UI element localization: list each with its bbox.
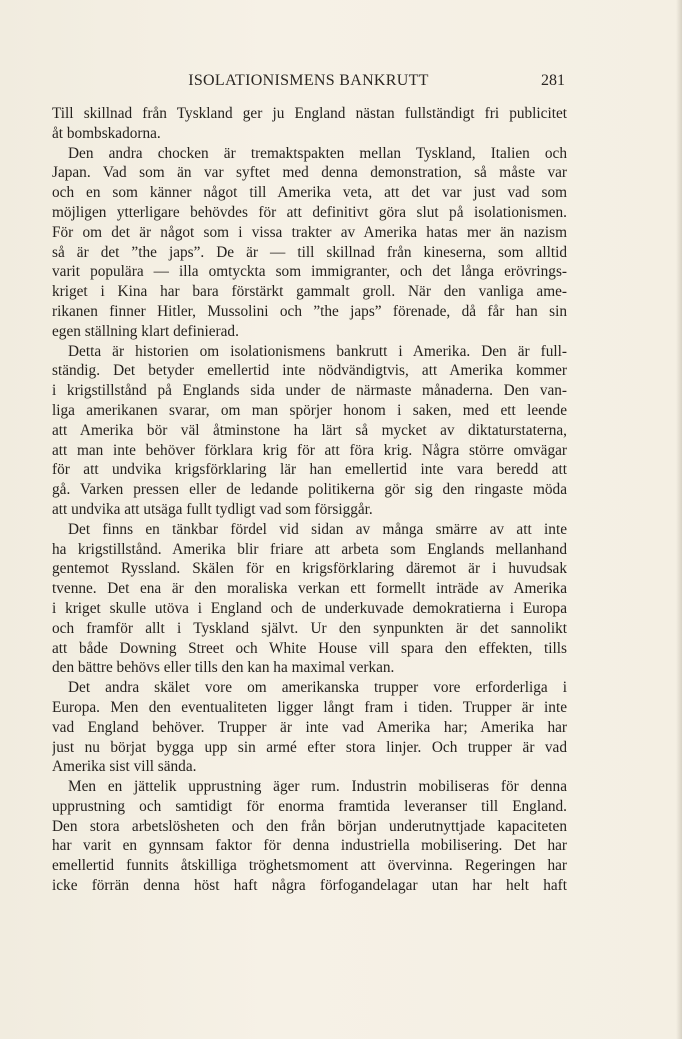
text-line: att undvika att utsäga fullt tydligt vad som försiggår. [52, 500, 373, 518]
running-title: ISOLATIONISMENS BANKRUTT [188, 72, 429, 89]
text-line: just nu börjat bygga upp sin armé efter stora linjer. Och trupper är vad [52, 738, 567, 756]
text-line: att både Downing Street och White House vill spara den effekten, tills [52, 639, 567, 657]
page-header [52, 72, 565, 94]
text-line: i kriget skulle utöva i England och de underkuvade demokratierna i Europa [52, 599, 567, 617]
text-line: i krigstillstånd på Englands sida under de närmaste månaderna. Den van- [52, 382, 567, 400]
text-line: vad England behöver. Trupper är inte vad Amerika har; Amerika har [52, 718, 567, 736]
text-line: varit populära — illa omtyckta som immigranter, och det långa erövrings- [52, 263, 567, 281]
text-line: för att undvika krigsförklaring lär han emellertid inte vara beredd att [52, 461, 567, 479]
paragraph [52, 678, 567, 777]
page-number: 281 [541, 72, 565, 89]
text-line: har varit en gynnsam faktor för denna industriella mobilisering. Det har [52, 837, 567, 855]
text-line: rikanen finner Hitler, Mussolini och ”the japs” förenade, då får han sin [52, 302, 567, 320]
paragraph [52, 342, 567, 520]
text-line: För om det är något som i vissa trakter av Amerika hatas mer än nazism [52, 223, 567, 241]
text-line: egen ställning klart definierad. [52, 322, 239, 340]
text-line: möjligen ytterligare behövdes för att definitivt göra slut på isolationismen. [52, 203, 567, 221]
text-line: och framför allt i Tyskland självt. Ur den synpunkten är det sannolikt [52, 619, 567, 637]
text-line: Till skillnad från Tyskland ger ju England nästan fullständigt fri publicitet [52, 105, 567, 122]
text-line: kriget i Kina har bara förstärkt gammalt groll. När den vanliga ame- [52, 283, 567, 301]
text-line: gå. Varken pressen eller de ledande politikerna gör sig den ringaste möda [52, 481, 567, 499]
paragraph [52, 777, 567, 896]
text-line: Det finns en tänkbar fördel vid sidan av många smärre av att inte [68, 520, 567, 538]
text-line: Den stora arbetslösheten och den från början underutnyttjade kapaciteten [52, 817, 567, 835]
text-line: så är det ”the japs”. De är — till skillnad från kineserna, som alltid [52, 243, 567, 261]
text-line: Men en jättelik upprustning äger rum. Industrin mobiliseras för denna [68, 778, 567, 796]
text-line: emellertid funnits åtskilliga tröghetsmoment att övervinna. Regeringen har [52, 857, 567, 875]
text-line: Amerika sist vill sända. [52, 758, 197, 776]
text-line: gentemot Ryssland. Skälen för en krigsförklaring däremot är i huvudsak [52, 560, 567, 578]
text-line: och en som känner något till Amerika veta, att det var just vad som [52, 184, 567, 202]
text-line: ha krigstillstånd. Amerika blir friare att arbeta som Englands mellanhand [52, 540, 567, 558]
text-line: ständig. Det betyder emellertid inte nödvändigtvis, att Amerika kommer [52, 362, 567, 380]
text-line: icke förrän denna höst haft några förfogandelagar utan har helt haft [52, 877, 567, 895]
text-line: att Amerika bör väl åtminstone ha lärt så mycket av diktaturstaterna, [52, 421, 567, 439]
text-line: åt bombskadorna. [52, 124, 161, 142]
text-line: upprustning och samtidigt för enorma framtida leveranser till England. [52, 797, 567, 815]
text-line: den bättre behövs eller tills den kan ha maximal verkan. [52, 659, 395, 677]
text-line: Den andra chocken är tremaktspakten mellan Tyskland, Italien och [68, 144, 567, 162]
text-line: Europa. Men den eventualiteten ligger långt fram i tiden. Trupper är inte [52, 698, 567, 716]
text-line: liga amerikanen svarar, om man spörjer honom i saken, med ett leende [52, 401, 567, 419]
paragraph [52, 104, 567, 144]
text-line: Detta är historien om isolationismens bankrutt i Amerika. Den är full- [68, 342, 567, 360]
text-line: att man inte behöver förklara krig för att föra krig. Några större omvägar [52, 441, 567, 459]
text-line: Det andra skälet vore om amerikanska trupper vore erforderliga i [68, 679, 567, 697]
body-text [52, 104, 567, 896]
paragraph [52, 144, 567, 342]
text-line: Japan. Vad som än var syftet med denna demonstration, så måste var [52, 164, 567, 182]
paragraph [52, 520, 567, 678]
text-line: tvenne. Det ena är den moraliska verkan ett formellt inträde av Amerika [52, 580, 567, 598]
